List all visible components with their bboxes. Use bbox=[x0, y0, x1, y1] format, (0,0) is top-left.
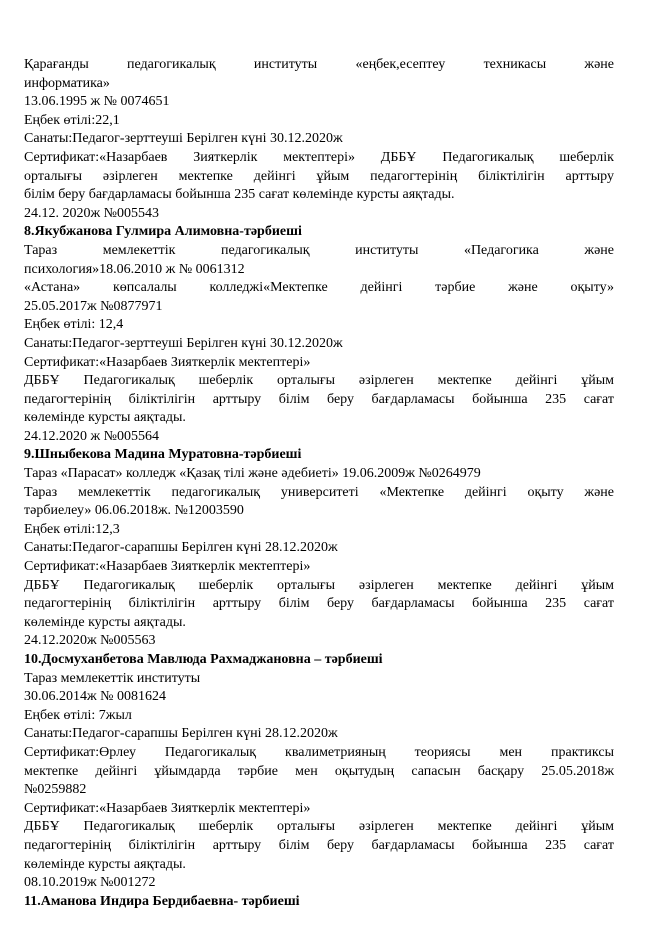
text-line: педагогтерінің біліктілігін арттыру білім беру бағдарламасы бойынша 235 сағат bbox=[24, 596, 614, 612]
text-line: 24.12.2020ж №005563 bbox=[24, 633, 156, 649]
text-line: Санаты:Педагог-зерттеуші Берілген күні 30.12.2020ж bbox=[24, 335, 343, 351]
text-line: Сертификат:Өрлеу Педагогикалық квалиметрияның теориясы мен практиксы bbox=[24, 744, 614, 760]
staff-heading: 8.Якубжанова Гулмира Алимовна-тәрбиеші bbox=[24, 224, 302, 240]
text-line: Еңбек өтілі:22,1 bbox=[24, 112, 120, 128]
text-line: педагогтерінің біліктілігін арттыру білім беру бағдарламасы бойынша 235 сағат bbox=[24, 391, 614, 407]
text-line: ДББҰ Педагогикалық шеберлік орталығы әзірлеген мектепке дейінгі ұйым bbox=[24, 577, 614, 593]
text-line: психология»18.06.2010 ж № 0061312 bbox=[24, 261, 245, 277]
text-line: Тараз мемлекеттік педагогикалық институты «Педагогика және bbox=[24, 242, 614, 258]
text-line: Санаты:Педагог-сарапшы Берілген күні 28.12.2020ж bbox=[24, 726, 338, 742]
text-line: Еңбек өтілі: 7жыл bbox=[24, 707, 132, 723]
text-line: Санаты:Педагог-сарапшы Берілген күні 28.12.2020ж bbox=[24, 540, 338, 556]
text-line: Сертификат:«Назарбаев Зияткерлік мектептері» bbox=[24, 559, 311, 575]
text-line: №0259882 bbox=[24, 782, 87, 798]
text-line: педагогтерінің біліктілігін арттыру білім беру бағдарламасы бойынша 235 сағат bbox=[24, 837, 614, 853]
text-line: 13.06.1995 ж № 0074651 bbox=[24, 94, 170, 110]
text-line: 24.12.2020 ж №005564 bbox=[24, 428, 160, 444]
text-line: Тараз мемлекеттік институты bbox=[24, 670, 201, 686]
text-line: Сертификат:«Назарбаев Зияткерлік мектептері» bbox=[24, 354, 311, 370]
text-line: тәрбиелеу» 06.06.2018ж. №12003590 bbox=[24, 503, 244, 519]
text-line: ДББҰ Педагогикалық шеберлік орталығы әзірлеген мектепке дейінгі ұйым bbox=[24, 819, 614, 835]
text-line: информатика» bbox=[24, 75, 110, 91]
text-line: Сертификат:«Назарбаев Зияткерлік мектептері» ДББҰ Педагогикалық шеберлік bbox=[24, 149, 614, 165]
text-line: көлемінде курсты аяқтады. bbox=[24, 410, 186, 426]
text-line: көлемінде курсты аяқтады. bbox=[24, 856, 186, 872]
text-line: 30.06.2014ж № 0081624 bbox=[24, 689, 167, 705]
text-line: «Астана» көпсалалы колледжі«Мектепке дейінгі тәрбие және оқыту» bbox=[24, 280, 614, 296]
text-line: Тараз мемлекеттік педагогикалық университеті «Мектепке дейінгі оқыту және bbox=[24, 484, 614, 500]
staff-heading: 10.Досмуханбетова Мавлюда Рахмаджановна – тәрбиеші bbox=[24, 652, 383, 667]
staff-heading: 9.Шныбекова Мадина Муратовна-тәрбиеші bbox=[24, 447, 302, 463]
text-line: Сертификат:«Назарбаев Зияткерлік мектептері» bbox=[24, 800, 311, 816]
staff-heading: 11.Аманова Индира Бердибаевна- тәрбиеші bbox=[24, 893, 300, 909]
text-line: ДББҰ Педагогикалық шеберлік орталығы әзірлеген мектепке дейінгі ұйым bbox=[24, 373, 614, 389]
text-line: мектепке дейінгі ұйымдарда тәрбие мен оқытудың сапасын басқару 25.05.2018ж bbox=[24, 763, 614, 779]
text-line: Еңбек өтілі:12,3 bbox=[24, 521, 120, 537]
text-line: 24.12. 2020ж №005543 bbox=[24, 205, 160, 221]
text-line: орталығы әзірлеген мектепке дейінгі ұйым педагогтерінің біліктілігін арттыру bbox=[24, 168, 614, 184]
text-line: Тараз «Парасат» колледж «Қазақ тілі және әдебиеті» 19.06.2009ж №0264979 bbox=[24, 466, 481, 482]
text-line: 08.10.2019ж №001272 bbox=[24, 875, 156, 891]
text-line: Қарағанды педагогикалық институты «еңбек,есептеу техникасы және bbox=[24, 57, 614, 72]
text-line: көлемінде курсты аяқтады. bbox=[24, 614, 186, 630]
document-page bbox=[24, 56, 614, 911]
text-line: Санаты:Педагог-зерттеуші Берілген күні 30.12.2020ж bbox=[24, 131, 343, 147]
text-line: 25.05.2017ж №0877971 bbox=[24, 298, 163, 314]
text-line: Еңбек өтілі: 12,4 bbox=[24, 317, 124, 333]
text-line: білім беру бағдарламасы бойынша 235 сағат көлемінде курсты аяқтады. bbox=[24, 187, 455, 203]
